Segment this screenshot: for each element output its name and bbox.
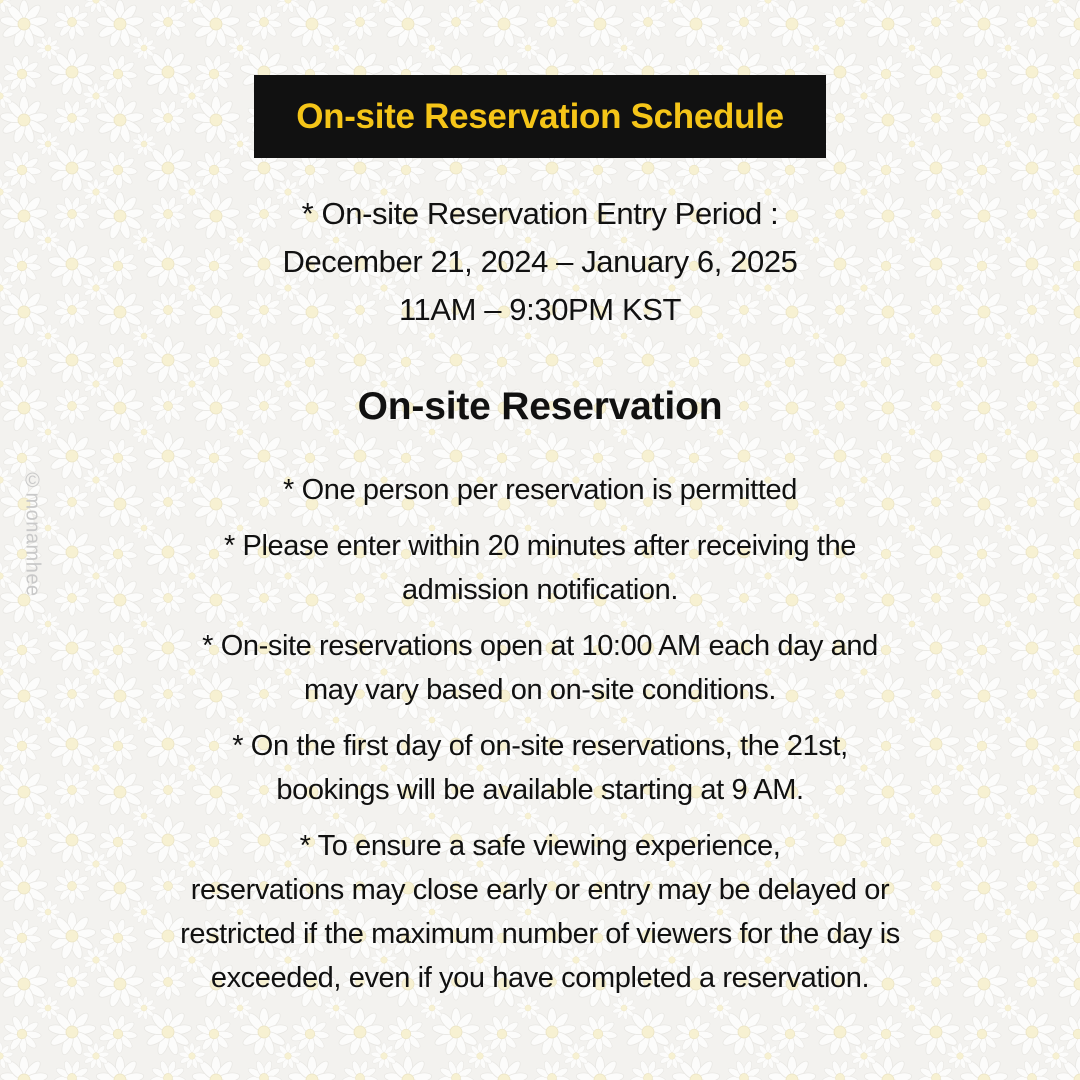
entry-period-dates: December 21, 2024 – January 6, 2025 <box>282 244 798 279</box>
watermark <box>17 470 47 620</box>
entry-period-block <box>0 190 1080 334</box>
rule-line: * One person per reservation is permitted <box>283 474 797 506</box>
rule-line: exceeded, even if you have completed a reservation. <box>210 962 870 994</box>
entry-period-hours: 11AM – 9:30PM KST <box>398 292 682 327</box>
rule-line: * On the first day of on-site reservations, the 21st, <box>232 730 848 762</box>
rule-item <box>0 468 1080 512</box>
rules-list <box>0 468 1080 1012</box>
rule-item <box>0 624 1080 712</box>
rule-line: admission notification. <box>401 574 679 606</box>
entry-period-label: * On-site Reservation Entry Period : <box>301 196 779 231</box>
page-title: On-site Reservation Schedule <box>296 96 784 136</box>
title-banner <box>254 75 826 158</box>
section-heading: On-site Reservation <box>357 385 723 428</box>
rule-line: bookings will be available starting at 9 AM. <box>276 774 804 806</box>
watermark-text: ©monamhee <box>21 470 44 597</box>
rule-line: restricted if the maximum number of viewers for the day is <box>180 918 900 950</box>
rule-line: * On-site reservations open at 10:00 AM each day and <box>202 630 878 662</box>
rule-item <box>0 524 1080 612</box>
rule-line: * Please enter within 20 minutes after receiving the <box>223 530 857 562</box>
rule-line: * To ensure a safe viewing experience, <box>299 830 781 862</box>
rule-item <box>0 724 1080 812</box>
rule-line: may vary based on on-site conditions. <box>303 674 776 706</box>
rule-item <box>0 824 1080 1000</box>
rule-line: reservations may close early or entry may be delayed or <box>190 874 890 906</box>
